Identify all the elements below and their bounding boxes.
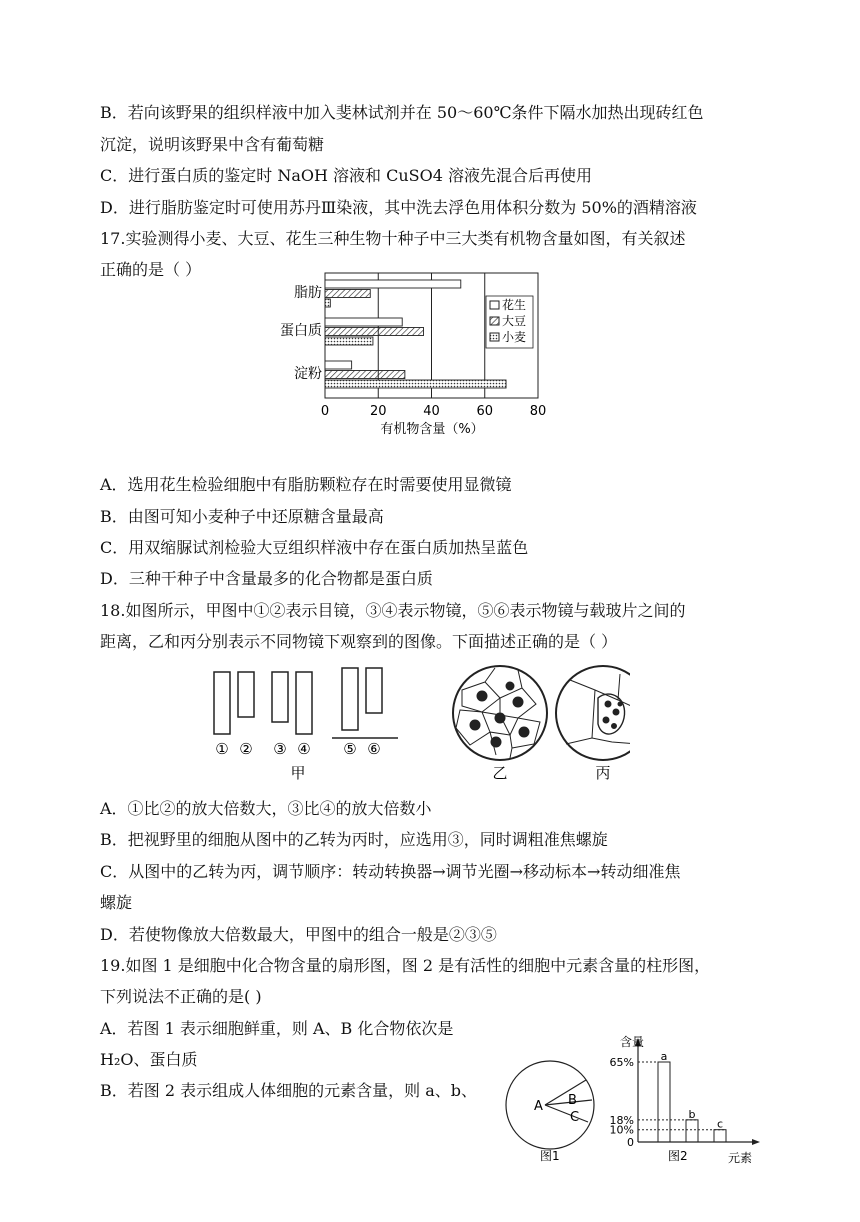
figure-2-bar [686, 1120, 698, 1142]
label-2: ② [239, 740, 253, 758]
q19-stem-line2: 下列说法不正确的是( ) [100, 987, 262, 1006]
q16-option-c: C．进行蛋白质的鉴定时 NaOH 溶液和 CuSO4 溶液先混合后再使用 [100, 166, 593, 185]
field-of-view-bing [556, 666, 630, 760]
figure-jia-lenses [214, 668, 398, 738]
legend-swatch-wheat [490, 333, 499, 341]
q18-stem-line2: 距离，乙和丙分别表示不同物镜下观察到的图像。下面描述正确的是（ ） [100, 632, 618, 651]
figure-2-tick-label: 18% [609, 1113, 634, 1127]
figure-2-bar-label: b [688, 1107, 696, 1121]
figure-jia-caption: 甲 [290, 764, 306, 782]
figure-2-y-label: 含量 [620, 1035, 645, 1049]
field-of-view-yi [453, 666, 547, 760]
chart-bar [325, 290, 370, 298]
chart-bar [325, 299, 330, 307]
figure-bing-caption: 丙 [595, 764, 611, 782]
q19-option-a-line2: H₂O、蛋白质 [100, 1050, 198, 1069]
chart-x-tick-label: 40 [423, 404, 440, 419]
chart-bar [325, 337, 373, 345]
q16-option-d: D．进行脂肪鉴定时可使用苏丹Ⅲ染液，其中洗去浮色用体积分数为 50%的酒精溶液 [100, 198, 697, 217]
chart-category-label: 淀粉 [294, 366, 322, 382]
chart-x-axis-label: 有机物含量（%） [380, 422, 484, 437]
chart-bar [325, 380, 506, 388]
chart-x-tick-label: 60 [476, 404, 494, 419]
q17-bar-chart [270, 268, 570, 448]
q17-stem-line1: 17.实验测得小麦、大豆、花生三种生物十种子中三大类有机物含量如图，有关叙述 [100, 229, 686, 248]
figure-2-bar-chart [610, 1035, 760, 1165]
chart-category-label: 脂肪 [294, 285, 322, 301]
figure-1-pie [506, 1061, 594, 1149]
q18-option-a: A．①比②的放大倍数大，③比④的放大倍数小 [100, 799, 432, 818]
legend-swatch-peanut [490, 301, 499, 309]
q16-option-b-line1: B．若向该野果的组织样液中加入斐林试剂并在 50～60℃条件下隔水加热出现砖红色 [100, 103, 704, 122]
q19-option-b-line1: B．若图 2 表示组成人体细胞的元素含量，则 a、b、 [100, 1081, 477, 1100]
legend-label-peanut: 花生 [502, 298, 527, 312]
q17-option-c: C．用双缩脲试剂检验大豆组织样液中存在蛋白质加热呈蓝色 [100, 538, 529, 557]
lens-5 [342, 668, 358, 730]
figure-1-caption: 图1 [540, 1149, 560, 1163]
pie-label-b: B [568, 1093, 577, 1108]
q16-option-b-line2: 沉淀，说明该野果中含有葡萄糖 [100, 135, 325, 154]
q17-stem-line2: 正确的是（ ） [100, 260, 202, 279]
label-6: ⑥ [367, 740, 381, 758]
figure-2-tick-label: 0 [627, 1136, 634, 1149]
label-5: ⑤ [343, 740, 357, 758]
figure-2-caption: 图2 [668, 1149, 688, 1163]
label-4: ④ [297, 740, 311, 758]
lens-6 [366, 668, 382, 713]
q18-stem-line1: 18.如图所示，甲图中①②表示目镜，③④表示物镜，⑤⑥表示物镜与载玻片之间的 [100, 601, 686, 620]
q18-option-b: B．把视野里的细胞从图中的乙转为丙时，应选用③，同时调粗准焦螺旋 [100, 830, 608, 849]
lens-4 [296, 672, 312, 734]
label-1: ① [215, 740, 229, 758]
chart-bar [325, 318, 402, 326]
figure-2-x-label: 元素 [728, 1151, 753, 1165]
q17-option-b: B．由图可知小麦种子中还原糖含量最高 [100, 507, 384, 526]
figure-2-bar [714, 1130, 726, 1142]
label-3: ③ [273, 740, 287, 758]
chart-bar [325, 361, 352, 369]
figure-2-tick-label: 10% [609, 1123, 634, 1137]
legend-label-wheat: 小麦 [502, 330, 527, 344]
lens-2 [238, 672, 254, 717]
q19-option-a-line1: A．若图 1 表示细胞鲜重，则 A、B 化合物依次是 [100, 1019, 454, 1038]
chart-bar [325, 371, 405, 379]
lens-3 [272, 672, 288, 722]
q18-option-d: D．若使物像放大倍数最大，甲图中的组合一般是②③⑤ [100, 925, 497, 944]
q17-option-a: A．选用花生检验细胞中有脂肪颗粒存在时需要使用显微镜 [100, 475, 512, 494]
chart-bar [325, 328, 424, 336]
q19-figures [500, 1030, 770, 1170]
figure-yi-caption: 乙 [492, 764, 508, 782]
q19-stem-line1: 19.如图 1 是细胞中化合物含量的扇形图，图 2 是有活性的细胞中元素含量的柱形图， [100, 956, 711, 975]
q18-option-c-line1: C．从图中的乙转为丙，调节顺序：转动转换器→调节光圈→移动标本→转动细准焦 [100, 862, 681, 881]
chart-legend [486, 296, 533, 348]
legend-label-soybean: 大豆 [502, 314, 527, 328]
figure-2-tick-label: 65% [609, 1056, 634, 1069]
q17-option-d: D．三种干种子中含量最多的化合物都是蛋白质 [100, 569, 433, 588]
figure-2-bar-label: c [716, 1117, 724, 1131]
legend-swatch-soybean [490, 317, 499, 325]
chart-bar [325, 280, 461, 288]
figure-2-bar-label: a [660, 1050, 668, 1063]
chart-category-label: 蛋白质 [280, 323, 322, 339]
q18-option-c-line2: 螺旋 [100, 893, 133, 912]
chart-x-tick-label: 0 [320, 404, 330, 419]
chart-x-tick-label: 20 [369, 404, 387, 419]
chart-x-tick-label: 80 [529, 404, 547, 419]
q18-microscope-figure [200, 660, 630, 785]
pie-label-a: A [534, 1099, 543, 1114]
lens-1 [214, 672, 230, 734]
pie-label-c: C [570, 1110, 580, 1125]
